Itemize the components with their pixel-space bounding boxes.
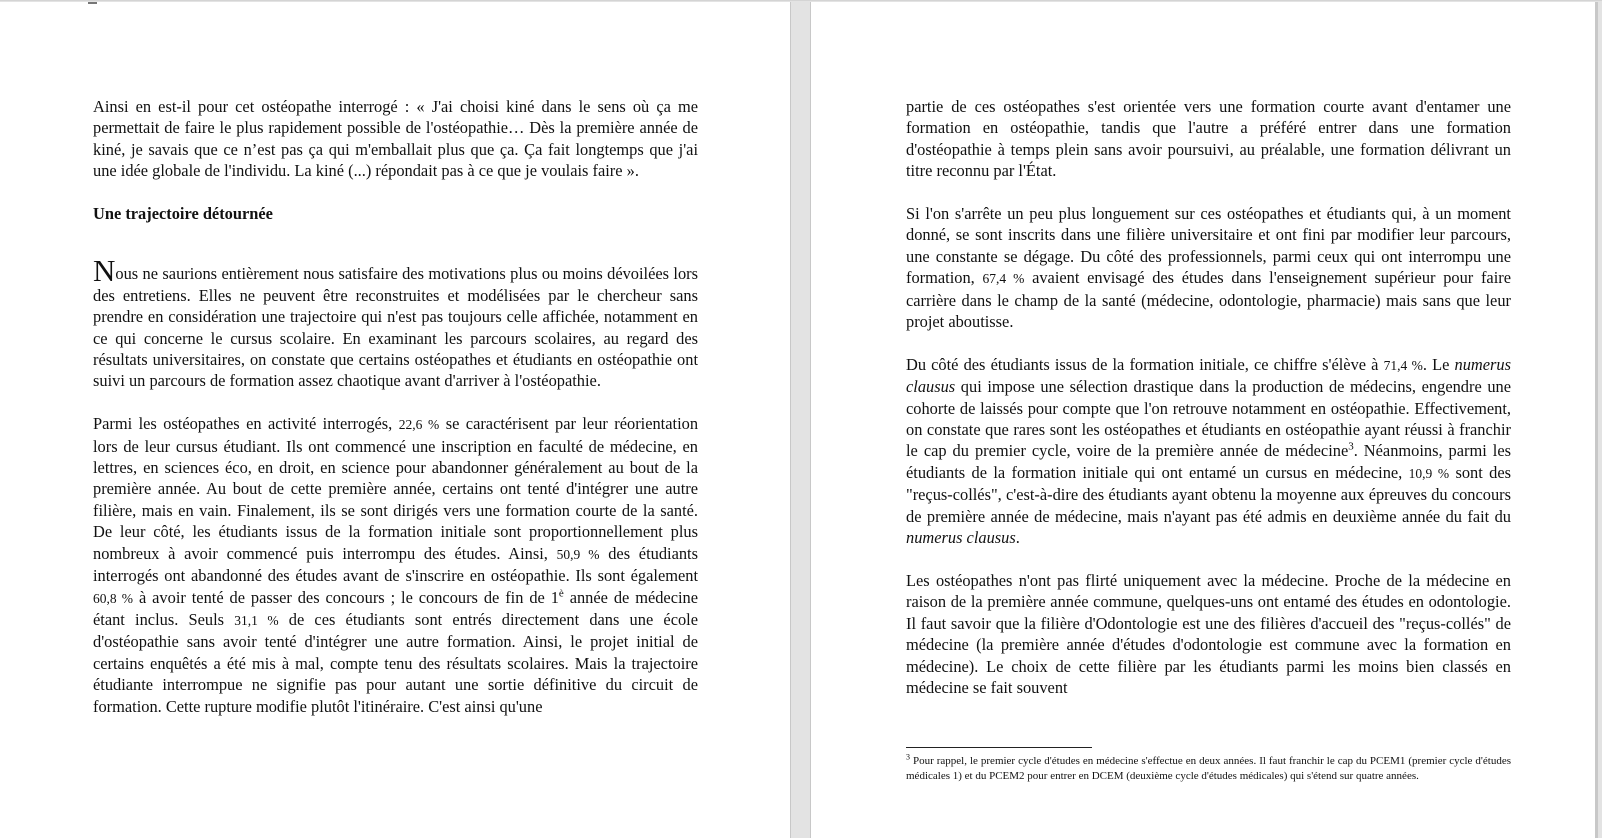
paragraph-continuation: partie de ces ostéopathes s'est orientée vers une formation courte avant d'entamer une formation en ostéopathie, tandis que l'autre a préféré entrer dans une formation d'ostéopathie à temps plein sans avoir poursuivi, au préalable, une formation délivrant un titre reconnu par l'État. — [906, 97, 1511, 181]
drop-cap: N — [93, 253, 116, 289]
text-run: de ces étudiants sont entrés directement dans une école d'ostéopathie sans avoir tenté d'intégrer une autre formation. Ainsi, le projet initial de certains enquêtés a été mis à mal, compte tenu des résultats scolaires. Mais la trajectoire étudiante interrompue ne signifie pas pour autant une sortie définitive du circuit de formation. Cette rupture modifie plutôt l'itinéraire. C'est ainsi qu'une — [93, 609, 698, 716]
text-run: . — [1015, 528, 1020, 548]
percentage-value: 10,9 % — [1408, 465, 1450, 481]
footnote-text: Pour rappel, le premier cycle d'études en médecine s'effectue en deux années. Il faut franchir le cap du PCEM1 (premier cycle d'études médicales 1) et du PCEM2 pour entrer en DCEM (deuxième cycle d'études médicales) qui s'étend sur quatre années. — [906, 755, 1511, 782]
paragraph-statistics — [93, 413, 698, 717]
text-cursor-marker — [88, 2, 97, 4]
text-run: . Le — [1422, 354, 1455, 374]
paragraph-professionals — [906, 203, 1511, 332]
percentage-value: 31,1 % — [234, 612, 279, 628]
page-left-text-column — [93, 96, 698, 738]
text-run: Du côté des étudiants issus de la formation initiale, ce chiffre s'élève à — [906, 354, 1384, 374]
text-run: Parmi les ostéopathes en activité interrogés, — [93, 414, 399, 434]
percentage-value: 71,4 % — [1383, 357, 1423, 373]
text-run: se caractérisent par leur réorientation lors de leur cursus étudiant. Ils ont commencé une inscription en faculté de médecine, en lettres, en sciences éco, en droit, en science pour abandonner généralement au bout de la première année. Au bout de cette première année, certains ont tenté d'intégrer une autre filière, mais en vain. Finalement, ils se sont dirigés vers une formation courte de la santé. De leur côté, les étudiants issus de la formation initiale sont proportionnellement plus nombreux à avoir commencé puis interrompu des études. Ainsi, — [93, 414, 699, 563]
footnote-marker: 3 — [906, 752, 910, 762]
page-right-text-column — [906, 96, 1511, 720]
section-heading: Une trajectoire détournée — [93, 204, 273, 224]
italic-term: numerus clausus — [906, 528, 1016, 548]
page-right[interactable] — [810, 2, 1598, 838]
text-run: des étudiants interrogés ont abandonné des études avant de s'inscrire en ostéopathie. Ils sont également — [93, 543, 698, 586]
text-run: sont des "reçus-collés", c'est-à-dire des étudiants ayant obtenu la moyenne aux épreuves du concours de première année de médecine, mais n'ayant pas été admis en deuxième année du fait du — [906, 462, 1512, 526]
paragraph-quote: Ainsi en est-il pour cet ostéopathe interrogé : « J'ai choisi kiné dans le sens où ça me permettait de faire le plus rapidement possible de l'ostéopathie… Dès la première année de kiné, je savais que ce n’est pas ça qui m'emballait plus que ça. Ça fait longtemps que j'ai une idée globale de l'individu. La kiné (...) répondait pas à ce que je voulais faire ». — [93, 97, 698, 181]
percentage-value: 50,9 % — [556, 546, 600, 562]
text-run: Si l'on s'arrête un peu plus longuement sur ces ostéopathes et étudiants qui, à un moment donné, se sont inscrits dans une filière universitaire et ont fini par modifier leur parcours, une constante se dégage. Du côté des professionnels, parmi ceux qui ont interrompu une formation, — [906, 204, 1511, 288]
percentage-value: 60,8 % — [93, 590, 134, 606]
percentage-value: 67,4 % — [982, 271, 1025, 287]
percentage-value: 22,6 % — [398, 417, 440, 433]
text-run: à avoir tenté de passer des concours ; le concours de fin de 1 — [133, 587, 559, 607]
ordinal-superscript: è — [558, 587, 564, 600]
text-run: qui impose une sélection drastique dans la production de médecins, engendre une cohorte de laissés pour compte que l'on retrouve notamment en ostéopathie. Effectivement, on constate que rares sont les ostéopathes et étudiants en ostéopathie ayant réussi à franchir le cap du premier cycle, voire de la première année de médecine — [906, 377, 1511, 461]
page-left[interactable] — [0, 2, 791, 838]
footnote-reference[interactable]: 3 — [1348, 441, 1354, 453]
paragraph-intro — [93, 253, 698, 391]
italic-term: numerus clausus — [906, 354, 1511, 397]
paragraph-students — [906, 354, 1511, 549]
text-run: . Néanmoins, parmi les étudiants de la formation initiale qui ont entamé un cursus en médecine, — [906, 441, 1511, 482]
footnote — [906, 754, 1511, 784]
text-run: année de médecine étant inclus. Seuls — [93, 587, 698, 629]
text-run: avaient envisagé des études dans l'enseignement supérieur pour faire carrière dans le champ de la santé (médecine, odontologie, pharmacie) mais sans que leur projet aboutisse. — [906, 268, 1511, 332]
paragraph-odontology: Les ostéopathes n'ont pas flirté uniquement avec la médecine. Proche de la médecine en raison de la première année commune, quelques-uns ont entamé des études en odontologie. Il faut savoir que la filière d'Odontologie est une des filières d'accueil des "reçus-collés" de médecine (la première année d'études d'odontologie est commune avec la formation en médecine). Le choix de cette filière par les étudiants parmi les moins bien classés en médecine se fait souvent — [906, 570, 1511, 697]
footnote-separator — [906, 747, 1092, 748]
paragraph-intro-text: ous ne saurions entièrement nous satisfaire des motivations plus ou moins dévoilées lors des entretiens. Elles ne peuvent être reconstruites et modélisées par le chercheur sans prendre en considération une trajectoire qui n'est pas toujours celle affichée, notamment en ce qui concerne le cursus scolaire. En examinant les parcours scolaires, au regard des résultats universitaires, on constate que certains ostéopathes et étudiants en ostéopathie ont suivi un parcours de formation assez chaotique avant d'arriver à l'ostéopathie. — [93, 264, 698, 391]
